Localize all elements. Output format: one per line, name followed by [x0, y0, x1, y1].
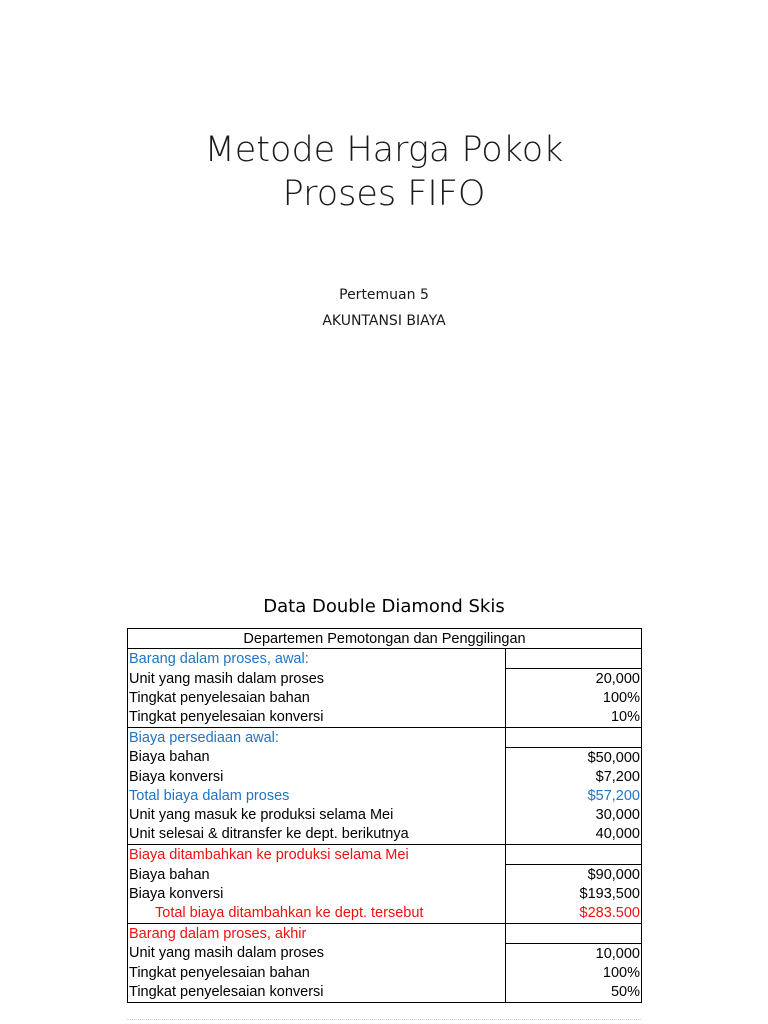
row-label: Biaya konversi [128, 767, 506, 786]
table-row [128, 806, 642, 825]
row-value: 20,000 [506, 669, 642, 689]
table-row [128, 787, 642, 806]
row-label: Biaya persediaan awal: [128, 727, 506, 747]
subtitle-course: AKUNTANSI BIAYA [322, 313, 446, 329]
slide-title [0, 128, 768, 216]
row-value [506, 649, 642, 669]
row-label: Barang dalam proses, akhir [128, 923, 506, 943]
table-header-row [128, 629, 642, 649]
row-label: Tingkat penyelesaian bahan [128, 689, 506, 708]
row-value: 100% [506, 689, 642, 708]
row-label: Biaya konversi [128, 884, 506, 903]
row-value: 10% [506, 708, 642, 728]
row-value [506, 727, 642, 747]
row-value: $57,200 [506, 787, 642, 806]
row-label: Unit yang masih dalam proses [128, 669, 506, 689]
row-value: 40,000 [506, 825, 642, 845]
table-row [128, 865, 642, 885]
row-label: Tingkat penyelesaian konversi [128, 982, 506, 1002]
row-value: 50% [506, 982, 642, 1002]
table-row [128, 748, 642, 768]
table-row [128, 904, 642, 924]
slide-title-line-2: Proses FIFO [282, 174, 486, 214]
table-row [128, 884, 642, 903]
page-divider [127, 1019, 641, 1020]
row-value: $50,000 [506, 748, 642, 768]
table-row [128, 982, 642, 1002]
row-value: 30,000 [506, 806, 642, 825]
table-row [128, 708, 642, 728]
table-row [128, 825, 642, 845]
data-table [127, 628, 642, 1003]
row-label: Biaya bahan [128, 748, 506, 768]
row-value: $283.500 [506, 904, 642, 924]
table-row [128, 669, 642, 689]
row-label: Unit selesai & ditransfer ke dept. berikutnya [128, 825, 506, 845]
row-label: Unit yang masuk ke produksi selama Mei [128, 806, 506, 825]
table-row [128, 944, 642, 964]
slide-title-line-1: Metode Harga Pokok [204, 130, 564, 170]
row-label: Total biaya dalam proses [128, 787, 506, 806]
table-row [128, 845, 642, 865]
row-value: $7,200 [506, 767, 642, 786]
row-value [506, 923, 642, 943]
table-row [128, 767, 642, 786]
row-value: 100% [506, 963, 642, 982]
table-row [128, 649, 642, 669]
row-value [506, 845, 642, 865]
row-label: Barang dalam proses, awal: [128, 649, 506, 669]
table-header: Departemen Pemotongan dan Penggilingan [128, 629, 642, 649]
table-title: Data Double Diamond Skis [263, 596, 505, 617]
row-label: Tingkat penyelesaian konversi [128, 708, 506, 728]
row-label: Biaya ditambahkan ke produksi selama Mei [128, 845, 506, 865]
row-label: Biaya bahan [128, 865, 506, 885]
table-row [128, 689, 642, 708]
row-value: 10,000 [506, 944, 642, 964]
subtitle-meeting: Pertemuan 5 [339, 287, 429, 303]
table-row [128, 923, 642, 943]
row-label: Tingkat penyelesaian bahan [128, 963, 506, 982]
table-row [128, 727, 642, 747]
row-label: Unit yang masih dalam proses [128, 944, 506, 964]
row-value: $90,000 [506, 865, 642, 885]
row-value: $193,500 [506, 884, 642, 903]
row-label: Total biaya ditambahkan ke dept. tersebut [128, 904, 506, 924]
table-row [128, 963, 642, 982]
slide-subtitle [0, 282, 768, 334]
